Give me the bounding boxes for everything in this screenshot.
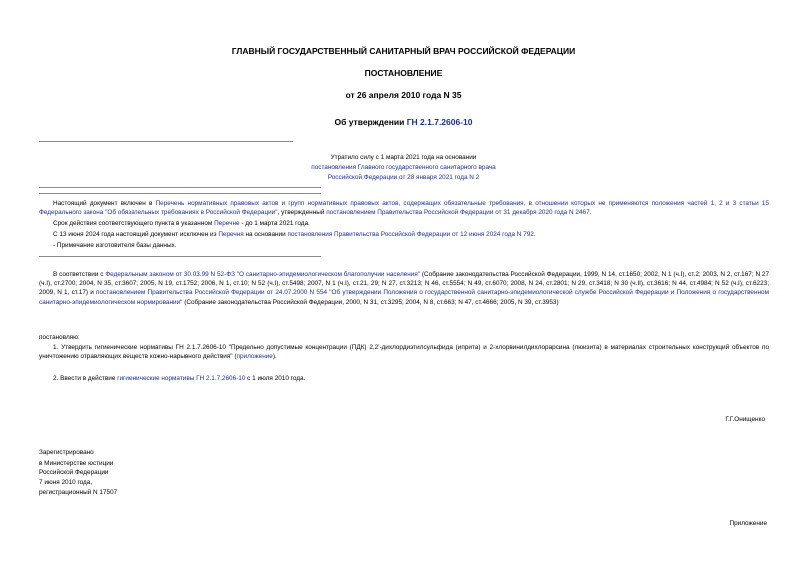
notice-text: , утвержденный bbox=[277, 209, 327, 217]
item-1 bbox=[39, 343, 769, 361]
perechen-link-3[interactable]: Перечня bbox=[218, 231, 244, 238]
notice-text: С 13 июня 2024 года настоящий документ исключен из bbox=[53, 231, 219, 238]
document-subject bbox=[0, 117, 807, 127]
item-2 bbox=[53, 375, 305, 384]
notice-text: Срок действия соответствующего пункта в указанном bbox=[53, 220, 215, 227]
government-decree-link[interactable]: постановлением Правительства Российской Федерации от 31 декабря 2020 года N 2467 bbox=[326, 209, 590, 217]
divider bbox=[39, 141, 293, 142]
government-decree-2024-link[interactable]: постановления Правительства Российской Федерации от 12 июня 2024 года N 792 bbox=[287, 231, 534, 238]
perechen-link-2[interactable]: Перечне bbox=[214, 220, 240, 227]
notice-text: . bbox=[589, 209, 592, 217]
revocation-link-line2[interactable]: Российской Федерации от 28 января 2021 года N 2 bbox=[327, 174, 480, 181]
registration-line: в Министерстве юстиции bbox=[39, 460, 114, 467]
item-2-text: с 1 июля 2010 года. bbox=[245, 375, 306, 382]
registration-line: 7 июня 2010 года, bbox=[39, 479, 93, 486]
hygiene-norms-link[interactable]: гигиенические нормативы ГН 2.1.7.2606-10 bbox=[117, 375, 246, 382]
subject-link[interactable]: ГН 2.1.7.2606-10 bbox=[406, 117, 473, 127]
subject-prefix: Об утверждении bbox=[334, 117, 407, 127]
basis-text: (Собрание законодательства Российской Федерации, 1999, N 14, ст.1650; 2002, N 1 (ч.I), ст.2; 2003, N 2, ст.167; N 27 (ч.I), ст.2700; 2004, N 35, ст.3607; 2005, N 19, ст.1752; 2006, N 1, ст.10; N 52 (ч.I), ст.5498; 2007, N 1 (ч.I), ст.21, 29; N 27, ст.3213; N 46, ст.5554; N 49, ст.6070; 2008, N 24, ст.2801; N 29, ст.3418; N 30 (ч.II), ст.3616; N 44, ст.4984; N 52 (ч.I), ст.6223; 2009, N 1, ст.17) и bbox=[39, 271, 770, 297]
divider bbox=[39, 256, 321, 257]
notice-paragraph-2 bbox=[53, 220, 310, 229]
basis-paragraph bbox=[39, 270, 769, 307]
federal-law-link[interactable]: и 3 статьи 15 Федерального закона "Об обязательных требованиях в Российской Федерации" bbox=[39, 200, 769, 217]
revocation-link-line1[interactable]: постановления Главного государственного санитарного врача bbox=[311, 164, 496, 171]
divider bbox=[39, 187, 321, 188]
appendix-label: Приложение bbox=[729, 520, 767, 527]
item-1-text: ). bbox=[272, 353, 277, 361]
document-date: от 26 апреля 2010 года N 35 bbox=[345, 90, 462, 100]
revocation-line: Утратило силу с 1 марта 2021 года на основании bbox=[330, 154, 477, 161]
perechen-link[interactable]: Перечень нормативных правовых актов и групп нормативных правовых актов, содержащих обязательные требования, в отношении которых не применяются положения частей 1, 2 bbox=[155, 200, 723, 207]
registration-line: Российской Федерации bbox=[39, 469, 109, 476]
notice-paragraph-3 bbox=[53, 231, 536, 240]
registration-line: регистрационный N 17507 bbox=[39, 489, 118, 496]
document-type: ПОСТАНОВЛЕНИЕ bbox=[364, 68, 443, 78]
notice-paragraph-1 bbox=[39, 199, 769, 217]
federal-law-52-link[interactable]: Федеральным законом от 30.03.99 N 52-ФЗ "О санитарно-эпидемиологическом благополучии населения" bbox=[105, 271, 421, 278]
basis-text: В соответствии с bbox=[53, 271, 106, 278]
notice-text: на основании bbox=[243, 231, 288, 238]
decree-word: постановляю: bbox=[39, 334, 80, 341]
basis-text: (Собрание законодательства Российской Федерации, 2000, N 31, ст.3295; 2004, N 8, ст.663; N 47, ст.4666; 2005, N 39, ст.3953) bbox=[182, 298, 559, 306]
authority-title: ГЛАВНЫЙ ГОСУДАРСТВЕННЫЙ САНИТАРНЫЙ ВРАЧ РОССИЙСКОЙ ФЕДЕРАЦИИ bbox=[231, 46, 576, 56]
government-decree-554-link[interactable]: постановлением Правительства Российской Федерации от 24.07.2000 N 554 "Об утверждении Положения о государственной санитарно-эпидемиологической службе Российской Федерации и Положения о государственном санитарно-эпидемиологическом нормировании" bbox=[39, 289, 769, 306]
divider bbox=[39, 193, 321, 194]
notice-text: . bbox=[533, 231, 536, 238]
notice-paragraph-4: - Примечание изготовителя базы данных. bbox=[53, 242, 177, 249]
appendix-link[interactable]: приложение bbox=[236, 353, 273, 361]
registration-line: Зарегистрировано bbox=[39, 449, 94, 456]
signature: Г.Г.Онищенко bbox=[725, 416, 765, 423]
item-2-text: 2. Ввести в действие bbox=[53, 375, 118, 382]
item-1-text: 1. Утвердить гигиенические нормативы ГН 2.1.7.2606-10 "Предельно допустимые концентрации (ПДК) 2,2'-дихлордиэтилсульфида (иприта) и 2-хлорвинилдихлорарсина (люизита) в материалах строительных конструкций объектов по уничтожению отравляющих веществ кожно-нарывного действия" ( bbox=[39, 344, 769, 361]
notice-text: - до 1 марта 2021 года. bbox=[239, 220, 310, 227]
notice-text: Настоящий документ включен в bbox=[53, 200, 156, 207]
